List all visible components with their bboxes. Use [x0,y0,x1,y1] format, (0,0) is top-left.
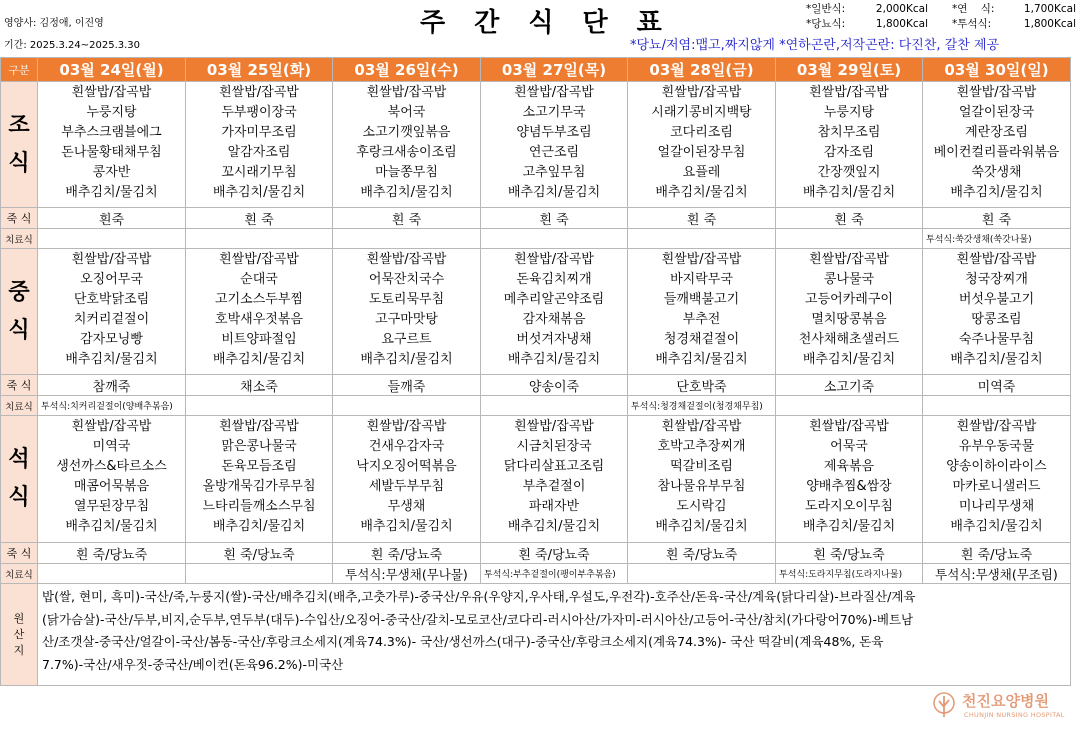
therapeutic-cell [186,229,333,249]
menu-item: 천사채해초샐러드 [798,332,900,347]
menu-item: 참나물유부무침 [657,479,746,494]
day-header: 03월 24일(월) [38,58,186,82]
menu-item: 파래자반 [528,499,580,514]
menu-item: 마늘쫑무침 [375,165,438,180]
breakfast-row [1,82,1071,208]
therapeutic-cell: 투석식:부추겉절이(팽이부추볶음) [481,564,628,584]
menu-item: 흰쌀밥/잡곡밥 [514,85,594,100]
dinner-day-cell [481,416,628,543]
breakfast-day-cell [186,82,333,208]
menu-item: 배추김치/물김치 [802,185,896,200]
kcal-value: 2,000Kcal [875,3,928,15]
therapeutic-cell [628,229,776,249]
therapeutic-label: 치료식 [1,564,38,584]
menu-item: 땅콩조림 [971,312,1022,327]
menu-item: 마카로니샐러드 [952,479,1041,494]
menu-item: 낙지오징어떡볶음 [356,459,457,474]
menu-item: 흰쌀밥/잡곡밥 [809,252,889,267]
menu-item: 흰쌀밥/잡곡밥 [366,252,447,267]
menu-item: 숙주나물무침 [958,332,1035,347]
menu-item: 요구르트 [381,332,432,347]
menu-item: 배추김치/물김치 [950,185,1043,200]
breakfast-porridge-row [1,208,1071,229]
menu-item: 간장깻잎지 [817,165,881,180]
therapeutic-label: 치료식 [1,229,38,249]
porridge-cell: 들깨죽 [333,375,481,396]
porridge-cell: 흰 죽 [628,208,776,229]
porridge-cell: 흰 죽 [776,208,923,229]
menu-item: 배추김치/물김치 [65,352,158,367]
lunch-day-cell [481,249,628,375]
lunch-day-cell [38,249,186,375]
porridge-cell: 단호박죽 [628,375,776,396]
therapeutic-cell: 투석식:도라지무침(도라지나물) [776,564,923,584]
menu-item: 배추김치/물김치 [360,185,453,200]
menu-item: 참치무조림 [817,125,881,140]
menu-item: 쑥갓생채 [971,165,1022,180]
therapeutic-cell [923,396,1071,416]
menu-item: 북어국 [387,105,426,120]
menu-item: 배추김치/물김치 [65,185,158,200]
therapeutic-cell: 투석식:무생채(무조림) [923,564,1071,584]
dinner-day-cell [628,416,776,543]
menu-item: 떡갈비조림 [670,459,733,474]
kcal-value: 1,700Kcal [1023,3,1076,15]
menu-item: 느타리들깨소스무침 [202,499,316,514]
menu-item: 흰쌀밥/잡곡밥 [661,419,742,434]
menu-item: 맑은콩나물국 [221,439,297,454]
menu-item: 생선까스&타르소스 [56,459,167,474]
dinner-day-cell [333,416,481,543]
menu-item: 배추김치/물김치 [212,185,306,200]
menu-item: 흰쌀밥/잡곡밥 [661,252,742,267]
menu-item: 배추김치/물김치 [950,519,1043,534]
day-header: 03월 27일(목) [481,58,628,82]
menu-item: 배추김치/물김치 [507,519,601,534]
porridge-label: 죽 식 [1,208,38,229]
menu-item: 흰쌀밥/잡곡밥 [956,85,1037,100]
menu-item: 호박새우젓볶음 [215,312,303,327]
therapeutic-cell [38,564,186,584]
menu-item: 유부우동국물 [958,439,1035,454]
porridge-cell: 미역죽 [923,375,1071,396]
menu-item: 감자채볶음 [522,312,586,327]
menu-item: 연근조림 [528,145,580,160]
menu-item: 도토리묵무침 [368,292,445,307]
page-header [0,0,1081,58]
lunch-day-cell [186,249,333,375]
menu-item: 버섯겨자냉채 [516,332,592,347]
menu-item: 흰쌀밥/잡곡밥 [71,85,152,100]
menu-item: 감자모닝빵 [80,332,143,347]
menu-item: 청국장찌개 [965,272,1028,287]
menu-item: 제육볶음 [823,459,875,474]
menu-item: 배추김치/물김치 [655,352,748,367]
menu-item: 순대국 [240,272,278,287]
nutritionist-label: 영양사: 김정애, 이진영 [4,18,104,29]
breakfast-day-cell [481,82,628,208]
menu-item: 배추김치/물김치 [212,352,306,367]
therapeutic-cell: 투석식:청경채겉절이(청경채무침) [628,396,776,416]
porridge-cell: 흰 죽/당뇨죽 [38,543,186,564]
lunch-row [1,249,1071,375]
dinner-porridge-row [1,543,1071,564]
menu-item: 메추리알곤약조림 [503,292,605,307]
menu-item: 배추김치/물김치 [212,519,306,534]
menu-item: 흰쌀밥/잡곡밥 [956,419,1037,434]
breakfast-day-cell [776,82,923,208]
menu-item: 흰쌀밥/잡곡밥 [71,252,152,267]
menu-item: 바지락무국 [670,272,733,287]
menu-item: 고기소스두부찜 [215,292,303,307]
menu-item: 소고기깻잎볶음 [362,125,451,140]
menu-item: 올방개묵김가루무침 [202,479,316,494]
day-header: 03월 25일(화) [186,58,333,82]
origin-row [1,584,1071,686]
dinner-day-cell [38,416,186,543]
menu-item: 꼬시래기무침 [221,165,297,180]
menu-item: 비트양파절임 [221,332,297,347]
menu-item: 얼갈이된장무침 [657,145,746,160]
lunch-day-cell [628,249,776,375]
menu-item: 배추김치/물김치 [507,352,601,367]
menu-item: 흰쌀밥/잡곡밥 [366,85,447,100]
menu-item: 흰쌀밥/잡곡밥 [366,419,447,434]
menu-item: 흰쌀밥/잡곡밥 [219,252,299,267]
menu-item: 흰쌀밥/잡곡밥 [956,252,1037,267]
logo-subtitle: CHUNJIN NURSING HOSPITAL [964,711,1065,719]
therapeutic-label: 치료식 [1,396,38,416]
logo-name: 천진요양병원 [962,692,1049,710]
therapeutic-cell: 투석식:치커리겉절이(양배추볶음) [38,396,186,416]
porridge-cell: 참깨죽 [38,375,186,396]
menu-item: 배추김치/물김치 [802,352,896,367]
therapeutic-cell [628,564,776,584]
origin-text: 밥(쌀, 현미, 흑미)-국산/죽,누룽지(쌀)-국산/배추김치(배추,고춧가루)-중국산/우유(우양지,우사태,우설도,우전각)-호주산/돈육-국산/계육(닭다리살)-브라질산/계육(닭가슴살)-국산/두부,비지,순두부,연두부(대두)-수입산/오징어-중국산/갈치-모로코산/코다리-러시아산/가자미-러시아산/고등어-국산/참치(가다랑어70%)-베트남산/조갯살-중국산/얼갈이-국산/봄동-국산/후랑크소세지(계육74.3%)- 국산/생선까스(대구)-중국산/후랑크소세지(계육74.3%)- 국산 떡갈비(계육48%, 돈육7.7%)-국산/새우젓-중국산/베이컨(돈육96.2%)-미국산 [38,584,1071,686]
therapeutic-cell [776,229,923,249]
menu-item: 어묵잔치국수 [368,272,445,287]
menu-item: 도라지오이무침 [805,499,893,514]
menu-item: 부추스크램블에그 [61,125,162,140]
menu-item: 흰쌀밥/잡곡밥 [661,85,742,100]
period-label: 기간: 2025.3.24~2025.3.30 [4,40,141,51]
tree-icon [930,691,958,719]
menu-item: 배추김치/물김치 [802,519,896,534]
porridge-cell: 흰죽 [38,208,186,229]
menu-item: 감자조림 [823,145,875,160]
menu-item: 배추김치/물김치 [65,519,158,534]
menu-item: 흰쌀밥/잡곡밥 [809,419,889,434]
kcal-value: 1,800Kcal [1023,18,1076,30]
kcal-label: *당뇨식: [806,18,846,30]
kcal-label: *일반식: [806,3,846,15]
breakfast-therapeutic-row [1,229,1071,249]
breakfast-day-cell [923,82,1071,208]
menu-item: 시금치된장국 [516,439,592,454]
weekly-menu-table [0,57,1071,686]
porridge-cell: 흰 죽 [923,208,1071,229]
menu-item: 열무된장무침 [73,499,150,514]
menu-item: 콩자반 [92,165,131,180]
menu-item: 오징어무국 [80,272,143,287]
menu-item: 알감자조림 [227,145,291,160]
menu-item: 코다리조림 [670,125,733,140]
menu-item: 계란장조림 [965,125,1028,140]
menu-item: 흰쌀밥/잡곡밥 [809,85,889,100]
kcal-value: 1,800Kcal [875,18,928,30]
porridge-cell: 흰 죽/당뇨죽 [481,543,628,564]
day-header: 03월 28일(금) [628,58,776,82]
menu-item: 누룽지탕 [823,105,875,120]
menu-item: 미나리무생채 [958,499,1035,514]
porridge-cell: 채소죽 [186,375,333,396]
breakfast-label: 조 식 [1,82,38,208]
day-header: 03월 29일(토) [776,58,923,82]
kcal-info-right [952,2,1076,32]
porridge-cell: 흰 죽/당뇨죽 [186,543,333,564]
menu-item: 부추겉절이 [522,479,586,494]
menu-item: 돈육김치찌개 [516,272,592,287]
porridge-cell: 흰 죽 [481,208,628,229]
menu-item: 얼갈이된장국 [958,105,1035,120]
menu-item: 흰쌀밥/잡곡밥 [514,252,594,267]
breakfast-day-cell [628,82,776,208]
porridge-label: 죽 식 [1,375,38,396]
kcal-label: *투석식: [952,18,992,30]
menu-item: 고추잎무침 [522,165,586,180]
menu-item: 두부팽이장국 [221,105,297,120]
dinner-label: 석 식 [1,416,38,543]
menu-item: 돈나물황태채무침 [61,145,162,160]
menu-item: 배추김치/물김치 [360,519,453,534]
porridge-cell: 흰 죽/당뇨죽 [333,543,481,564]
menu-item: 버섯우불고기 [958,292,1035,307]
lunch-day-cell [923,249,1071,375]
porridge-cell: 흰 죽/당뇨죽 [923,543,1071,564]
kcal-info-left [806,2,928,32]
therapeutic-cell [481,396,628,416]
menu-item: 단호박닭조림 [73,292,150,307]
menu-item: 청경채겉절이 [663,332,740,347]
menu-item: 소고기무국 [522,105,586,120]
therapeutic-cell: 투석식:쑥갓생채(쑥갓나물) [923,229,1071,249]
menu-item: 베이컨컬리플라워볶음 [933,145,1060,160]
menu-item: 양배추찜&쌈장 [806,479,892,494]
porridge-cell: 소고기죽 [776,375,923,396]
menu-item: 시래기콩비지백탕 [651,105,752,120]
menu-item: 매콤어묵볶음 [73,479,150,494]
menu-item: 배추김치/물김치 [655,519,748,534]
dinner-therapeutic-row [1,564,1071,584]
menu-item: 고등어카레구이 [805,292,893,307]
lunch-day-cell [333,249,481,375]
therapeutic-cell [333,229,481,249]
kcal-label: *연 식: [952,3,995,15]
menu-item: 멸치땅콩볶음 [811,312,887,327]
lunch-label: 중 식 [1,249,38,375]
porridge-cell: 양송이죽 [481,375,628,396]
porridge-cell: 흰 죽/당뇨죽 [776,543,923,564]
breakfast-day-cell [38,82,186,208]
therapeutic-cell: 투석식:무생채(무나물) [333,564,481,584]
page-title: 주 간 식 단 표 [420,8,672,38]
porridge-cell: 흰 죽 [333,208,481,229]
menu-item: 후랑크새송이조림 [356,145,457,160]
origin-label: 원 산 지 [1,584,38,686]
menu-item: 흰쌀밥/잡곡밥 [219,85,299,100]
day-header: 03월 30일(일) [923,58,1071,82]
menu-item: 치커리겉절이 [73,312,150,327]
menu-item: 양념두부조림 [516,125,592,140]
menu-item: 세발두부무침 [368,479,445,494]
menu-item: 배추김치/물김치 [507,185,601,200]
therapeutic-cell [186,564,333,584]
menu-item: 어묵국 [830,439,868,454]
porridge-cell: 흰 죽 [186,208,333,229]
dinner-row [1,416,1071,543]
diet-notice: *당뇨/저염:맵고,짜지않게 *연하곤란,저작곤란: 다진찬, 갈찬 제공 [630,38,1000,53]
menu-item: 배추김치/물김치 [360,352,453,367]
therapeutic-cell [333,396,481,416]
menu-item: 부추전 [682,312,721,327]
breakfast-day-cell [333,82,481,208]
lunch-therapeutic-row [1,396,1071,416]
menu-item: 가자미무조림 [221,125,297,140]
therapeutic-cell [38,229,186,249]
menu-item: 돈육모듬조림 [221,459,297,474]
menu-item: 요플레 [682,165,721,180]
menu-item: 누룽지탕 [86,105,137,120]
dinner-day-cell [923,416,1071,543]
menu-item: 무생채 [387,499,426,514]
menu-item: 배추김치/물김치 [655,185,748,200]
menu-item: 양송이하이라이스 [946,459,1047,474]
porridge-label: 죽 식 [1,543,38,564]
menu-item: 흰쌀밥/잡곡밥 [514,419,594,434]
menu-item: 미역국 [92,439,131,454]
porridge-cell: 흰 죽/당뇨죽 [628,543,776,564]
day-header-row [1,58,1071,82]
menu-item: 도시락김 [676,499,727,514]
hospital-logo [930,688,1078,728]
lunch-day-cell [776,249,923,375]
day-header: 03월 26일(수) [333,58,481,82]
menu-item: 호박고추장찌개 [657,439,746,454]
menu-item: 들깨백불고기 [663,292,740,307]
lunch-porridge-row [1,375,1071,396]
therapeutic-cell [186,396,333,416]
dinner-day-cell [186,416,333,543]
menu-item: 흰쌀밥/잡곡밥 [71,419,152,434]
menu-item: 닭다리살표고조림 [503,459,605,474]
menu-item: 흰쌀밥/잡곡밥 [219,419,299,434]
menu-item: 콩나물국 [823,272,875,287]
therapeutic-cell [481,229,628,249]
gubun-header: 구분 [1,58,38,82]
dinner-day-cell [776,416,923,543]
therapeutic-cell [776,396,923,416]
menu-item: 고구마맛탕 [375,312,438,327]
menu-item: 건새우감자국 [368,439,445,454]
menu-item: 배추김치/물김치 [950,352,1043,367]
